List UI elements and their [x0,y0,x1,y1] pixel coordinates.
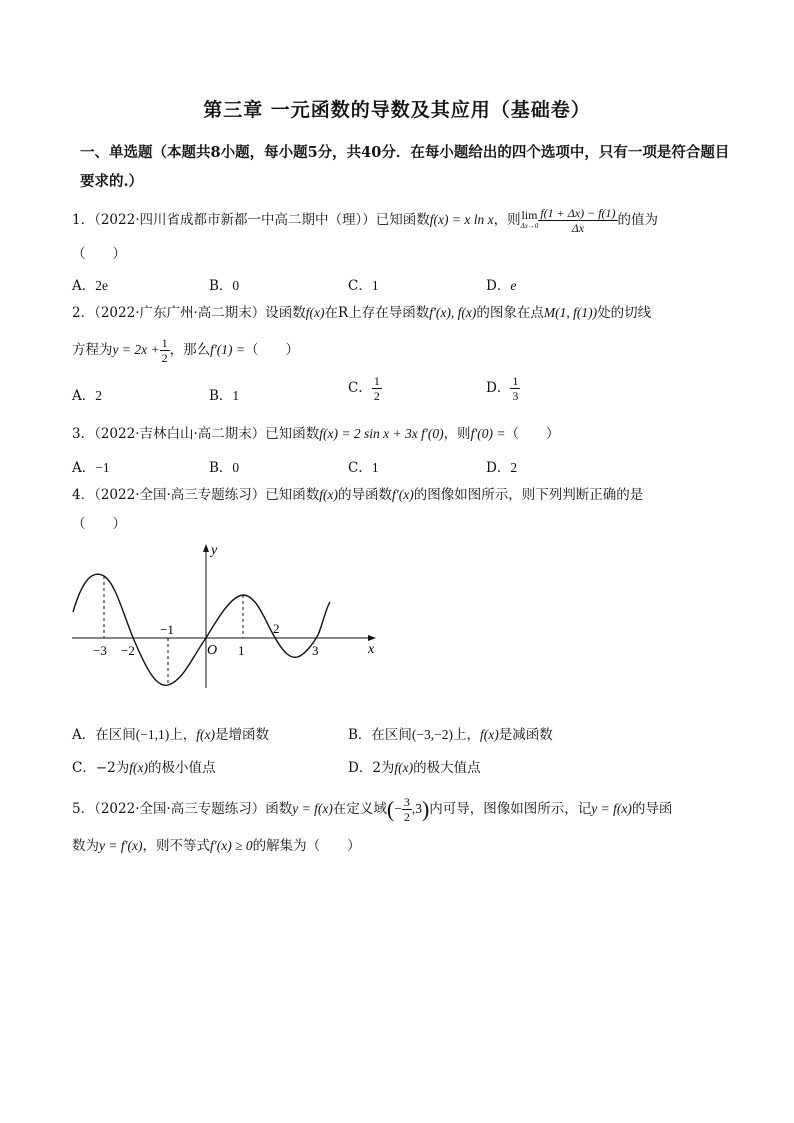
q2-tangent-equation: y = 2x + [112,342,160,357]
q5-text-c: 内可导，图像如图所示，记 [429,801,592,817]
option-interval: (−1,1) [135,727,170,742]
q4-derivative: f′(x) [392,487,414,502]
option-text: 上， [453,727,481,743]
limit-subscript: Δx→0 [520,221,539,230]
q2-option-b[interactable] [209,384,239,404]
option-letter: A． [72,388,96,404]
q5-text-g: 的解集为 [252,838,307,854]
option-value: 1 [371,278,379,293]
option-text: 的极大值点 [413,760,481,776]
q1-option-c[interactable] [348,274,379,294]
option-text: 的极小值点 [147,760,216,776]
option-value: −1 [95,460,110,475]
option-letter: C． [348,460,372,476]
fraction-denominator: 2 [373,389,380,403]
tick-label-neg2: −2 [121,643,135,658]
option-text: 2为 [372,760,395,776]
domain-close-paren: ) [421,796,430,822]
option-letter: C． [72,760,96,776]
q1-option-d[interactable] [486,274,516,294]
option-interval: (−3,−2) [411,727,454,742]
q4-text-b: 的导函数 [338,487,393,503]
q5-inequality: f′(x) ≥ 0 [210,838,253,853]
option-text: 是增函数 [214,727,269,743]
fraction-denominator: 2 [403,810,410,824]
option-letter: C． [348,278,372,294]
option-letter: D． [486,460,511,476]
option-value: 1 [371,460,379,475]
q3-text: 已知函数 [265,426,320,442]
tick-label-1: 1 [238,643,245,658]
q2-text-d: 处的切线 [597,305,652,321]
option-letter: B． [348,727,372,743]
q4-function: f(x) [319,487,339,502]
q5-text-f: ，则不等式 [142,838,211,854]
question-2-line-2 [72,336,732,365]
q3-function: f(x) = 2 sin x + 3x f′(0) [319,426,444,441]
fraction-numerator: 1 [161,336,168,350]
option-letter: D． [486,380,511,396]
option-value: e [510,278,517,293]
q3-source: （2022·吉林白山·高二期末） [94,426,266,442]
q2-point: M(1, f(1)) [543,305,598,320]
domain-minus: − [394,801,402,816]
q5-blank: （ ） [306,838,361,854]
q4-source: （2022·全国·高三专题练习） [94,487,266,503]
q1-limit [520,207,539,232]
q5-text-d: 的导函 [631,801,673,817]
option-letter: B． [209,388,233,404]
option-function: f(x) [480,727,499,742]
y-axis-arrow-icon [203,544,209,552]
q1-text-b: ，则 [493,212,521,228]
x-axis-label: x [368,642,375,657]
limit-label: lim [521,207,538,222]
q2-option-a[interactable] [72,384,102,404]
q5-text-b: 在定义域 [332,801,387,817]
q1-source: （2022·四川省成都市新都一中高二期中（理）） [94,212,376,228]
question-5 [72,795,732,824]
q2-option-c[interactable] [348,374,382,403]
fraction-numerator: 1 [512,374,519,388]
q3-ask: f′(0) = [470,426,506,441]
q3-option-c[interactable] [348,456,379,476]
q2-text-c: 的图象在点 [476,305,544,321]
page-title: 第三章 一元函数的导数及其应用（基础卷） [203,99,591,121]
option-text: −2为 [95,760,130,776]
q4-text: 已知函数 [265,487,320,503]
fraction-denominator: 3 [512,389,519,403]
q1-fraction [538,206,617,235]
option-value: 0 [232,278,240,293]
q4-text-c: 的图像如图所示，则下列判断正确的是 [413,487,644,503]
option-letter: B． [209,278,233,294]
q1-number: 1． [72,212,95,228]
q1-function: f(x) = x ln x [429,212,494,227]
option-letter: C． [348,380,372,396]
domain-fraction [402,795,412,824]
tick-label-3: 3 [312,643,319,658]
fraction-denominator: 2 [161,351,168,365]
option-letter: D． [486,278,511,294]
q3-blank: （ ） [505,426,560,442]
option-text: 在区间 [95,727,136,743]
q2-fraction [160,336,170,365]
q1-option-a[interactable] [72,274,108,294]
q1-option-b[interactable] [209,274,239,294]
q5-derivative: y = f′(x) [99,838,143,853]
option-function: f(x) [394,760,414,775]
q2-text-e: 方程为 [72,342,113,358]
q4-blank: （ ） [72,516,126,532]
q5-text-e: 数为 [72,838,99,854]
q2-function: f(x) [305,305,325,320]
option-text: 在区间 [371,727,412,743]
q2-number: 2． [72,305,95,321]
q2-derivative: f′(x), f(x) [429,305,477,320]
q2-text-b: 在R上存在导函数 [324,305,430,321]
origin-label: O [207,643,218,658]
q4-number: 4． [72,487,95,503]
fraction-numerator: f(1 + Δx) − f(1) [540,206,616,220]
option-text: 是减函数 [498,727,553,743]
y-axis-label: y [211,543,218,558]
q2-text: 设函数 [265,305,306,321]
option-letter: A． [72,727,96,743]
derivative-graph [68,538,384,690]
domain-open-paren: ( [386,796,395,822]
q2-source: （2022·广东广州·高二期末） [94,305,266,321]
derivative-curve [73,574,330,685]
q4-option-b[interactable] [348,723,553,743]
q4-option-c[interactable] [72,756,215,776]
tick-label-2: 2 [273,621,280,636]
option-letter: A． [72,278,96,294]
section-heading: 一、单选题（本题共8小题，每小题5分，共40分．在每小题给出的四个选项中，只有一项是符合题目要求的.） [80,144,730,190]
x-axis-arrow-icon [368,635,376,641]
question-2 [72,303,732,323]
q5-function: y = f(x) [292,801,333,816]
tick-label-neg3: −3 [93,643,107,658]
option-value: 2 [95,388,102,403]
fraction-numerator: 3 [403,795,410,809]
q5-source: （2022·全国·高三专题练习） [94,801,266,817]
q2-text-f: ，那么 [169,342,211,358]
q2-ask: f′(1) = [210,342,246,357]
question-3 [72,424,732,444]
q5-function-2: y = f(x) [591,801,632,816]
q1-text: 已知函数 [375,212,430,228]
option-text: 上， [169,727,197,743]
q4-option-a[interactable] [72,723,269,743]
q2-blank: （ ） [245,342,300,358]
fraction-denominator: Δx [571,221,585,235]
option-function: f(x) [196,727,215,742]
q3-option-b[interactable] [209,456,239,476]
option-letter: A． [72,460,96,476]
question-1 [72,206,732,235]
q3-option-d[interactable] [486,456,517,476]
q3-option-a[interactable] [72,456,110,476]
question-5-line-2 [72,836,732,856]
q5-number: 5． [72,801,95,817]
option-value: 1 [232,388,240,403]
q3-number: 3． [72,426,95,442]
option-fraction [372,374,382,403]
option-value: 0 [232,460,240,475]
q1-blank: （ ） [72,246,126,262]
option-value: 2e [95,278,108,293]
option-function: f(x) [129,760,148,775]
fraction-numerator: 1 [373,374,380,388]
tick-label-neg1: −1 [160,622,174,637]
q1-text-c: 的值为 [617,212,659,228]
option-value: 2 [510,460,518,475]
option-letter: D． [348,760,373,776]
option-letter: B． [209,460,233,476]
q2-option-d[interactable] [486,374,520,403]
q4-option-d[interactable] [348,756,481,776]
question-4 [72,485,732,505]
domain-end: ,3 [411,801,422,816]
q5-text: 函数 [265,801,293,817]
q3-text-b: ，则 [443,426,471,442]
option-fraction [510,374,520,403]
